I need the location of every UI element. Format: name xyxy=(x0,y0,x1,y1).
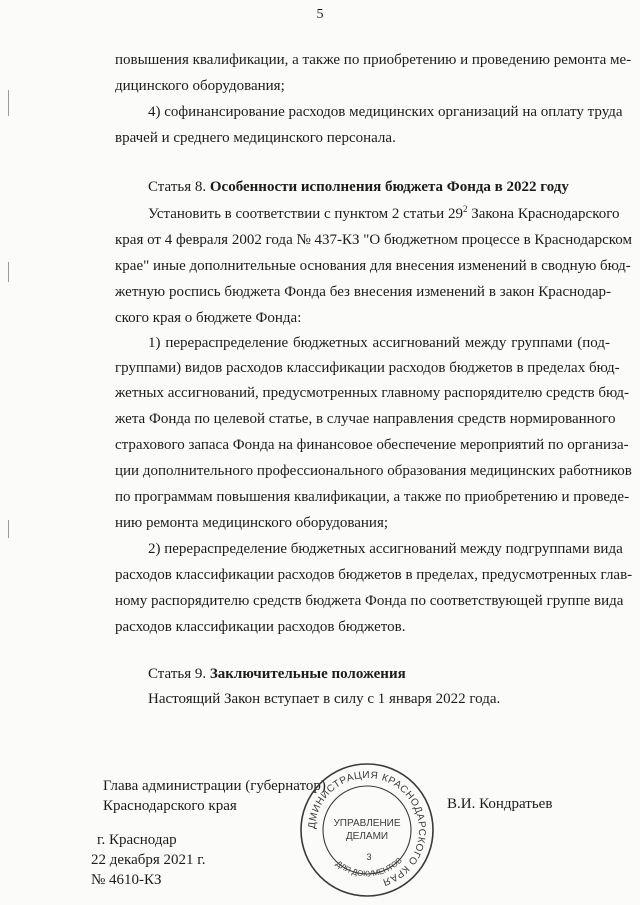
text-line: врачей и среднего медицинского персонала. xyxy=(115,130,396,146)
list-item-line: расходов классификации расходов бюджетов в пределах, предусмотренных глав- xyxy=(115,567,633,583)
scan-edge-mark xyxy=(8,520,9,538)
list-item-line: 2) перераспределение бюджетных ассигнований между подгруппами вида xyxy=(148,541,623,557)
article-8-intro: Установить в соответствии с пунктом 2 статьи $29^2$ Закона Краснодарского xyxy=(148,204,620,222)
signatory-name: В.И. Кондратьев xyxy=(447,796,553,812)
article-title: Заключительные положения xyxy=(209,666,406,682)
official-seal xyxy=(297,760,437,900)
article-label: Статья 9. xyxy=(148,666,207,682)
text-line: 4) софинансирование расходов медицинских организаций на оплату труда xyxy=(148,104,623,120)
text-line: края от 4 февраля 2002 года № 437-КЗ "О бюджетном процессе в Краснодарском xyxy=(115,232,632,248)
signatory-position-line2: Краснодарского края xyxy=(103,798,237,814)
text-line: крае" иные дополнительные основания для внесения изменений в сводную бюд- xyxy=(115,258,631,274)
list-item-line: страхового запаса Фонда на финансовое обеспечение мероприятий по организа- xyxy=(115,437,629,453)
article-label: Статья 8. xyxy=(148,179,207,195)
seal-center-line1: УПРАВЛЕНИЕ xyxy=(333,818,401,829)
list-item-line: нию ремонта медицинского оборудования; xyxy=(115,515,389,531)
list-item-line: по программам повышения квалификации, а также по приобретению и проведе- xyxy=(115,489,630,505)
article-8-heading xyxy=(148,178,569,196)
seal-bottom-text: ДЛЯ ДОКУМЕНТОВ xyxy=(334,855,404,879)
seal-ring-text: ДМИНИСТРАЦИЯ КРАСНОДАРСКОГО КРАЯ xyxy=(306,769,428,888)
list-item-line: жетных ассигнований, предусмотренных главному распорядителю средств бюд- xyxy=(115,385,630,401)
signing-date: 22 декабря 2021 г. xyxy=(91,852,206,868)
scan-edge-mark xyxy=(8,262,9,282)
text-line: повышения квалификации, а также по приобретению и проведению ремонта ме- xyxy=(115,52,632,68)
article-9-text: Настоящий Закон вступает в силу с 1 января 2022 года. xyxy=(148,691,501,707)
list-item-line: жета Фонда по целевой статье, в случае направления средств нормированного xyxy=(115,411,616,427)
article-9-heading xyxy=(148,665,406,683)
list-item-line: 1) перераспределение бюджетных ассигнований между группами (под- xyxy=(148,335,610,351)
scan-edge-mark xyxy=(8,90,9,116)
signatory-position-line1: Глава администрации (губернатор) xyxy=(103,778,326,794)
seal-center-line2: ДЕЛАМИ xyxy=(345,831,389,842)
superscript: 2 xyxy=(462,204,468,214)
article-title: Особенности исполнения бюджета Фонда в 2022 году xyxy=(209,179,569,195)
place-of-signing: г. Краснодар xyxy=(97,832,177,848)
text-line: дицинского оборудования; xyxy=(115,78,285,94)
seal-graphic xyxy=(297,760,437,900)
law-number: № 4610-КЗ xyxy=(91,872,162,888)
list-item-line: ному распорядителю средств бюджета Фонда по соответствующей группе вида xyxy=(115,593,624,609)
list-item-line: расходов классификации расходов бюджетов. xyxy=(115,619,406,635)
list-item-line: группами) видов расходов классификации расходов бюджетов в пределах бюд- xyxy=(115,360,620,376)
list-item-line: ции дополнительного профессионального образования медицинских работников xyxy=(115,463,632,479)
seal-number: 3 xyxy=(366,852,372,862)
text-line: ского края о бюджете Фонда: xyxy=(115,310,302,326)
page-number: 5 xyxy=(316,7,324,22)
text-line: жетную роспись бюджета Фонда без внесения изменений в закон Краснодар- xyxy=(115,284,611,300)
